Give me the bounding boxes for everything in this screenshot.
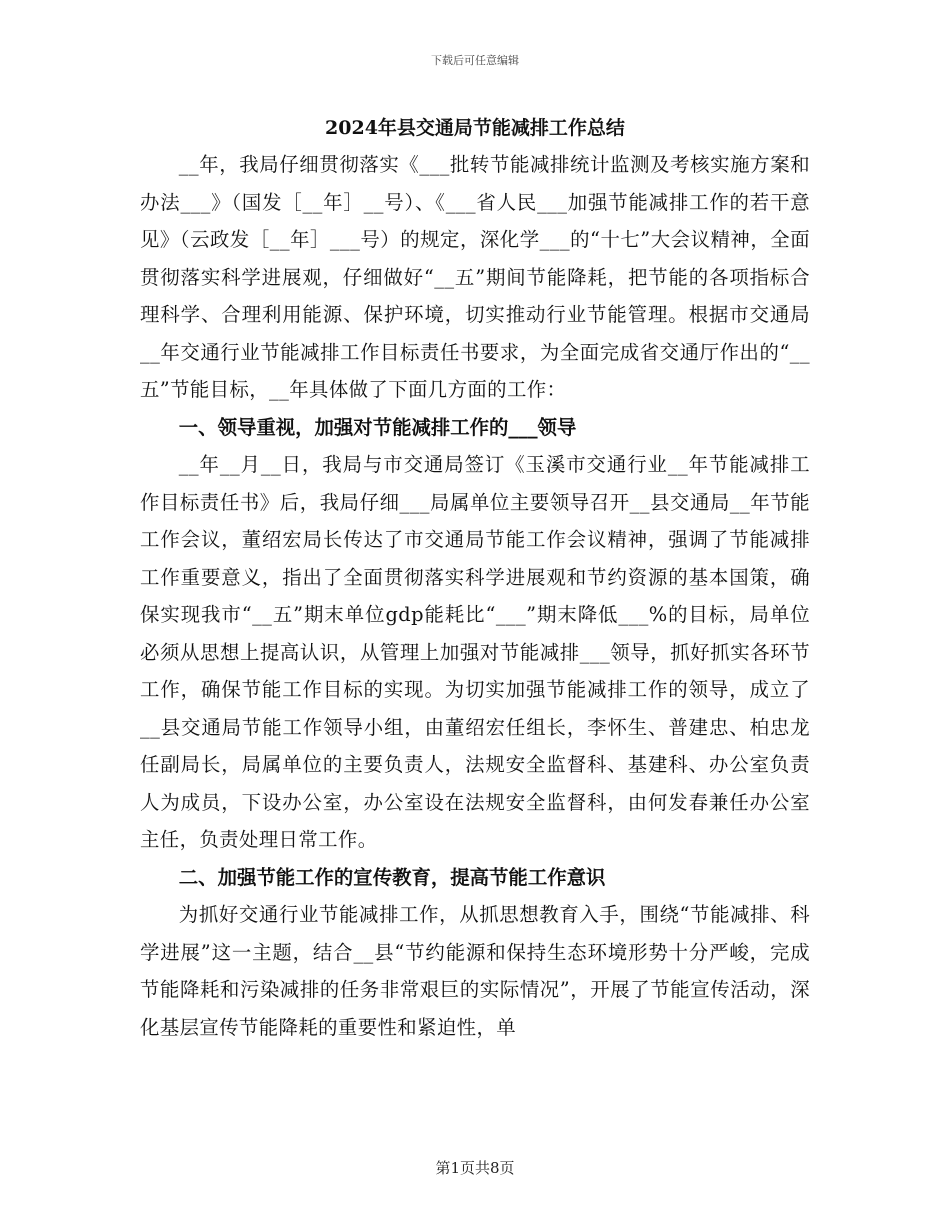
section-heading-2: 二、加强节能工作的宣传教育，提高节能工作意识 xyxy=(178,865,606,889)
paragraph-intro: __年，我局仔细贯彻落实《___批转节能减排统计监测及考核实施方案和办法___》（国发［__年］__号）、《___省人民___加强节能减排工作的若干意见》（云政发［__年］___号）的规定，深化学___的“十七”大会议精神，全面贯彻落实科学进展观，仔细做好“__五”期间节能降耗，把节能的各项指标合理科学、合理利用能源、保护环境，切实推动行业节能管理。根据市交通局__年交通行业节能减排工作目标责任书要求，为全面完成省交通厅作出的“__五”节能目标，__年具体做了下面几方面的工作： xyxy=(140,153,810,401)
paragraph-section-1: __年__月__日，我局与市交通局签订《玉溪市交通行业__年节能减排工作目标责任书》后，我局仔细___局属单位主要领导召开__县交通局__年节能工作会议，董绍宏局长传达了市交通局节能工作会议精神，强调了节能减排工作重要意义，指出了全面贯彻落实科学进展观和节约资源的基本国策，确保实现我市“__五”期末单位gdp能耗比“___”期末降低___%的目标，局单位必须从思想上提高认识，从管理上加强对节能减排___领导，抓好抓实各环节工作，确保节能工作目标的实现。为切实加强节能减排工作的领导，成立了__县交通局节能工作领导小组，由董绍宏任组长，李怀生、普建忠、柏忠龙任副局长，局属单位的主要负责人，法规安全监督科、基建科、办公室负责人为成员，下设办公室，办公室设在法规安全监督科，由何发春兼任办公室主任，负责处理日常工作。 xyxy=(140,453,810,851)
paragraph-section-2: 为抓好交通行业节能减排工作，从抓思想教育入手，围绕“节能减排、科学进展”这一主题，结合__县“节约能源和保持生态环境形势十分严峻，完成节能降耗和污染减排的任务非常艰巨的实际情况”，开展了节能宣传活动，深化基层宣传节能降耗的重要性和紧迫性，单 xyxy=(140,903,810,1039)
page-header-note: 下载后可任意编辑 xyxy=(431,54,519,67)
page-number-footer: 第1页共8页 xyxy=(435,1159,515,1177)
document-title: 2024年县交通局节能减排工作总结 xyxy=(325,117,625,139)
section-heading-1: 一、领导重视，加强对节能减排工作的___领导 xyxy=(178,415,577,439)
document-body xyxy=(140,146,810,1046)
